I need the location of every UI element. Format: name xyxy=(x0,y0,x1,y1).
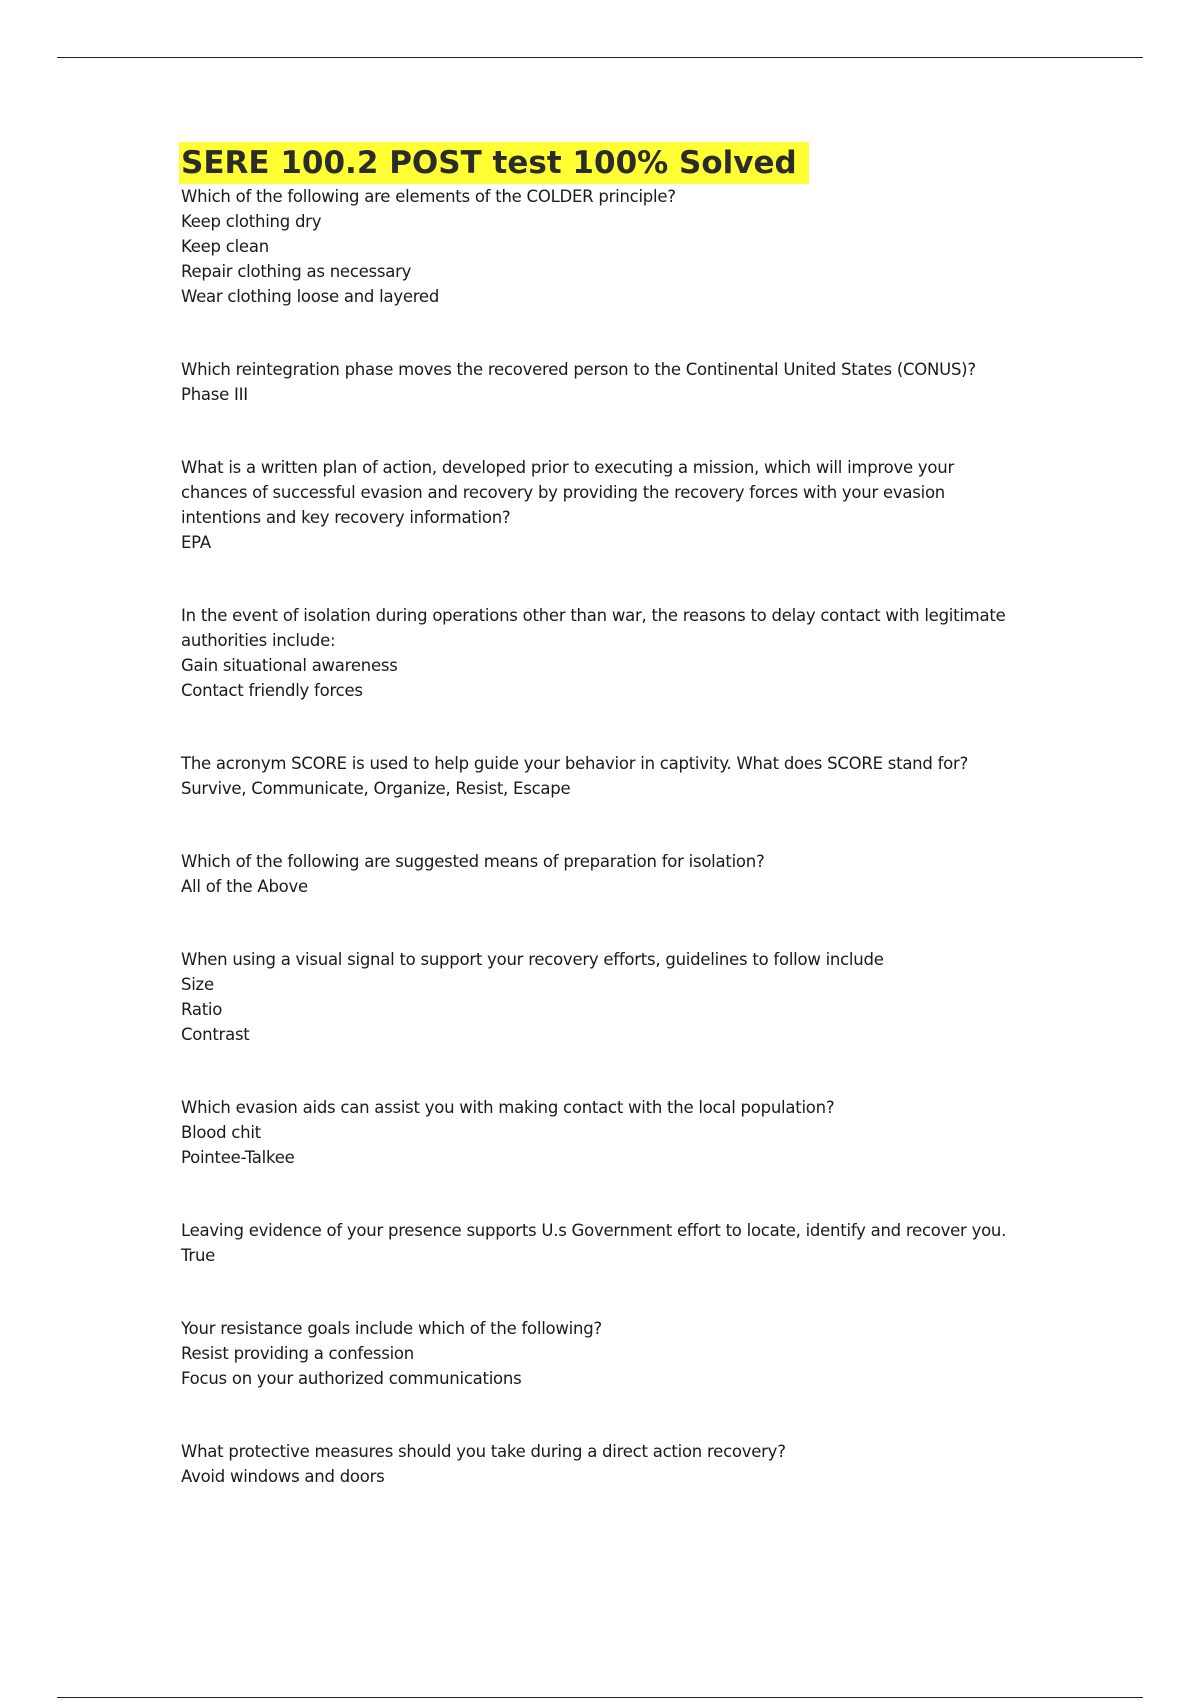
answer: Resist providing a confession xyxy=(181,1344,414,1363)
question: Which of the following are elements of the COLDER principle? xyxy=(181,187,676,206)
question: Which reintegration phase moves the recovered person to the Continental United States (CONUS)? xyxy=(181,360,976,379)
answer: Repair clothing as necessary xyxy=(181,262,412,281)
qa-item xyxy=(181,1316,1021,1391)
qa-item xyxy=(181,1439,1021,1489)
answer: Contact friendly forces xyxy=(181,681,363,700)
question: In the event of isolation during operations other than war, the reasons to delay contact with legitimate authorities include: xyxy=(181,606,1006,650)
answer: Ratio xyxy=(181,1000,223,1019)
answer: Phase III xyxy=(181,385,248,404)
answer: EPA xyxy=(181,533,211,552)
qa-item xyxy=(181,455,1021,555)
answer: Focus on your authorized communications xyxy=(181,1369,522,1388)
answer: Blood chit xyxy=(181,1123,261,1142)
question: What is a written plan of action, developed prior to executing a mission, which will improve your chances of successful evasion and recovery by providing the recovery forces with your evasion intentions and key recovery information? xyxy=(181,458,954,527)
answer: All of the Above xyxy=(181,877,308,896)
qa-item xyxy=(181,603,1021,703)
qa-item xyxy=(181,1218,1021,1268)
qa-item xyxy=(181,184,1021,309)
page-top-rule xyxy=(57,57,1143,58)
question: Your resistance goals include which of the following? xyxy=(181,1319,602,1338)
answer: Survive, Communicate, Organize, Resist, Escape xyxy=(181,779,571,798)
question: Which evasion aids can assist you with making contact with the local population? xyxy=(181,1098,835,1117)
question: When using a visual signal to support your recovery efforts, guidelines to follow include xyxy=(181,950,884,969)
qa-item xyxy=(181,357,1021,407)
answer: Wear clothing loose and layered xyxy=(181,287,440,306)
answer: Avoid windows and doors xyxy=(181,1467,385,1486)
answer: True xyxy=(181,1246,216,1265)
question: Which of the following are suggested means of preparation for isolation? xyxy=(181,852,765,871)
qa-item xyxy=(181,849,1021,899)
qa-item xyxy=(181,1095,1021,1170)
answer: Gain situational awareness xyxy=(181,656,398,675)
qa-item xyxy=(181,751,1021,801)
question: Leaving evidence of your presence supports U.s Government effort to locate, identify and recover you. xyxy=(181,1221,1007,1240)
answer: Keep clothing dry xyxy=(181,212,322,231)
answer: Keep clean xyxy=(181,237,269,256)
answer: Size xyxy=(181,975,214,994)
question: What protective measures should you take during a direct action recovery? xyxy=(181,1442,786,1461)
answer: Pointee-Talkee xyxy=(181,1148,295,1167)
answer: Contrast xyxy=(181,1025,250,1044)
qa-item xyxy=(181,947,1021,1047)
question: The acronym SCORE is used to help guide your behavior in captivity. What does SCORE stand for? xyxy=(181,754,969,773)
document-title: SERE 100.2 POST test 100% Solved xyxy=(179,142,809,184)
page-bottom-rule xyxy=(57,1697,1143,1698)
document-body xyxy=(181,142,1021,1489)
